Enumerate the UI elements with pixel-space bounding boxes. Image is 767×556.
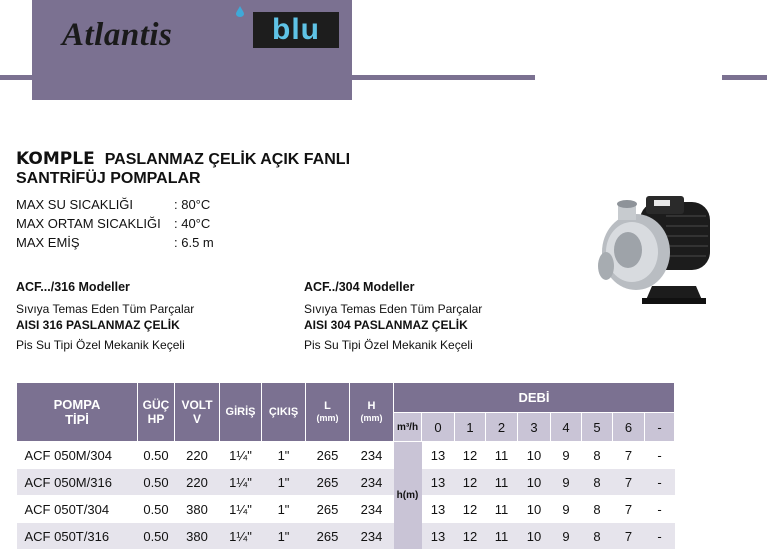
debi-value: 1 [455, 413, 486, 442]
cell-head: 7 [613, 442, 645, 469]
header-tipi: TİPİ [65, 412, 89, 427]
table-row [17, 442, 675, 469]
debi-value: 4 [551, 413, 582, 442]
header-h [350, 383, 394, 442]
cell-head: 11 [486, 496, 518, 523]
cell-h: 234 [350, 469, 394, 496]
cell-head: 10 [518, 496, 551, 523]
cell-head: 9 [551, 496, 582, 523]
header-volt-label: VOLT [181, 398, 213, 412]
spec-value: : 6.5 m [174, 235, 214, 250]
title-komple: KOMPLE [16, 149, 95, 169]
header-pompa: POMPA [53, 397, 101, 412]
cell-head: 12 [455, 496, 486, 523]
spec-label: MAX EMİŞ [16, 235, 80, 250]
cell-head: - [645, 442, 675, 469]
cell-head: 8 [582, 442, 613, 469]
cell-head: 8 [582, 496, 613, 523]
title-line1: PASLANMAZ ÇELİK AÇIK FANLI [104, 151, 351, 168]
cell-l: 265 [306, 469, 350, 496]
cell-guc: 0.50 [138, 496, 175, 523]
cell-head: 7 [613, 469, 645, 496]
header-debi: DEBİ [394, 383, 675, 413]
pump-spec-table [16, 382, 675, 550]
cell-head: - [645, 523, 675, 550]
cell-head: 11 [486, 523, 518, 550]
model-block-304 [304, 279, 482, 353]
cell-h: 234 [350, 523, 394, 550]
pump-image [596, 190, 726, 316]
cell-h: 234 [350, 496, 394, 523]
header-m3h: m³/h [394, 413, 422, 442]
spec-row [16, 197, 210, 212]
brand-logo-text: Atlantis [62, 17, 173, 53]
cell-cikis: 1" [262, 523, 306, 550]
table-row [17, 496, 675, 523]
cell-head: 12 [455, 469, 486, 496]
cell-head: 7 [613, 523, 645, 550]
header-h-unit: (mm) [360, 413, 383, 423]
cell-guc: 0.50 [138, 469, 175, 496]
cell-head: 13 [422, 523, 455, 550]
table-row [17, 469, 675, 496]
cell-tip: ACF 050M/304 [17, 442, 138, 469]
spec-value: : 80°C [174, 197, 211, 212]
cell-head: 8 [582, 523, 613, 550]
header-cikis: ÇIKIŞ [262, 383, 306, 442]
debi-value: - [645, 413, 675, 442]
cell-l: 265 [306, 523, 350, 550]
header-rule [0, 75, 32, 80]
cell-cikis: 1" [262, 442, 306, 469]
cell-head: - [645, 496, 675, 523]
spec-label: MAX ORTAM SICAKLIĞI [16, 216, 161, 231]
cell-cikis: 1" [262, 469, 306, 496]
model-line: Sıvıya Temas Eden Tüm Parçalar [16, 302, 195, 316]
model-heading: ACF.../316 Modeller [16, 280, 130, 294]
header-h-label: H [367, 400, 376, 412]
cell-giris: 1¼" [220, 523, 262, 550]
cell-h: 234 [350, 442, 394, 469]
cell-head: 9 [551, 523, 582, 550]
debi-value: 2 [486, 413, 518, 442]
header-l [306, 383, 350, 442]
header-guc-label: GÜÇ [142, 398, 170, 412]
cell-volt: 220 [175, 469, 220, 496]
cell-volt: 380 [175, 523, 220, 550]
header-volt [175, 383, 220, 442]
header-guc [138, 383, 175, 442]
header-volt-unit: V [192, 412, 201, 426]
debi-value: 6 [613, 413, 645, 442]
model-material: AISI 304 PASLANMAZ ÇELİK [304, 318, 468, 332]
header-guc-unit: HP [147, 412, 165, 426]
cell-head: 13 [422, 496, 455, 523]
cell-l: 265 [306, 442, 350, 469]
cell-head: 9 [551, 469, 582, 496]
model-line: Pis Su Tipi Özel Mekanik Keçeli [16, 338, 185, 352]
cell-head: 10 [518, 523, 551, 550]
header-l-label: L [324, 400, 331, 412]
header-l-unit: (mm) [316, 413, 339, 423]
cell-giris: 1¼" [220, 442, 262, 469]
cell-guc: 0.50 [138, 442, 175, 469]
cell-giris: 1¼" [220, 496, 262, 523]
header-rule [722, 75, 767, 80]
spec-row [16, 235, 214, 250]
cell-head: 10 [518, 469, 551, 496]
debi-value: 5 [582, 413, 613, 442]
spec-row [16, 216, 210, 231]
debi-value: 3 [518, 413, 551, 442]
water-drop-icon [236, 6, 244, 17]
model-material: AISI 316 PASLANMAZ ÇELİK [16, 318, 180, 332]
cell-volt: 220 [175, 442, 220, 469]
spec-value: : 40°C [174, 216, 211, 231]
cell-head: 7 [613, 496, 645, 523]
cell-head: 13 [422, 469, 455, 496]
cell-tip: ACF 050T/316 [17, 523, 138, 550]
header-rule [352, 75, 535, 80]
model-line: Pis Su Tipi Özel Mekanik Keçeli [304, 338, 473, 352]
cell-volt: 380 [175, 496, 220, 523]
cell-giris: 1¼" [220, 469, 262, 496]
cell-head: 11 [486, 469, 518, 496]
cell-tip: ACF 050T/304 [17, 496, 138, 523]
model-block-316 [16, 279, 194, 353]
page-title-line2: SANTRİFÜJ POMPALAR [16, 170, 201, 187]
spec-label: MAX SU SICAKLIĞI [16, 197, 134, 212]
brand-badge: blu [253, 12, 339, 48]
cell-guc: 0.50 [138, 523, 175, 550]
table-row [17, 523, 675, 550]
cell-head: 9 [551, 442, 582, 469]
cell-l: 265 [306, 496, 350, 523]
cell-cikis: 1" [262, 496, 306, 523]
model-line: Sıvıya Temas Eden Tüm Parçalar [304, 302, 483, 316]
cell-tip: ACF 050M/316 [17, 469, 138, 496]
header-hm: h(m) [394, 442, 422, 550]
header-giris: GİRİŞ [220, 383, 262, 442]
cell-head: 12 [455, 442, 486, 469]
cell-head: - [645, 469, 675, 496]
model-heading: ACF../304 Modeller [304, 280, 415, 294]
cell-head: 10 [518, 442, 551, 469]
cell-head: 11 [486, 442, 518, 469]
page-title [16, 149, 350, 169]
cell-head: 8 [582, 469, 613, 496]
cell-head: 13 [422, 442, 455, 469]
header-pompa-tipi [17, 383, 138, 442]
cell-head: 12 [455, 523, 486, 550]
debi-value: 0 [422, 413, 455, 442]
